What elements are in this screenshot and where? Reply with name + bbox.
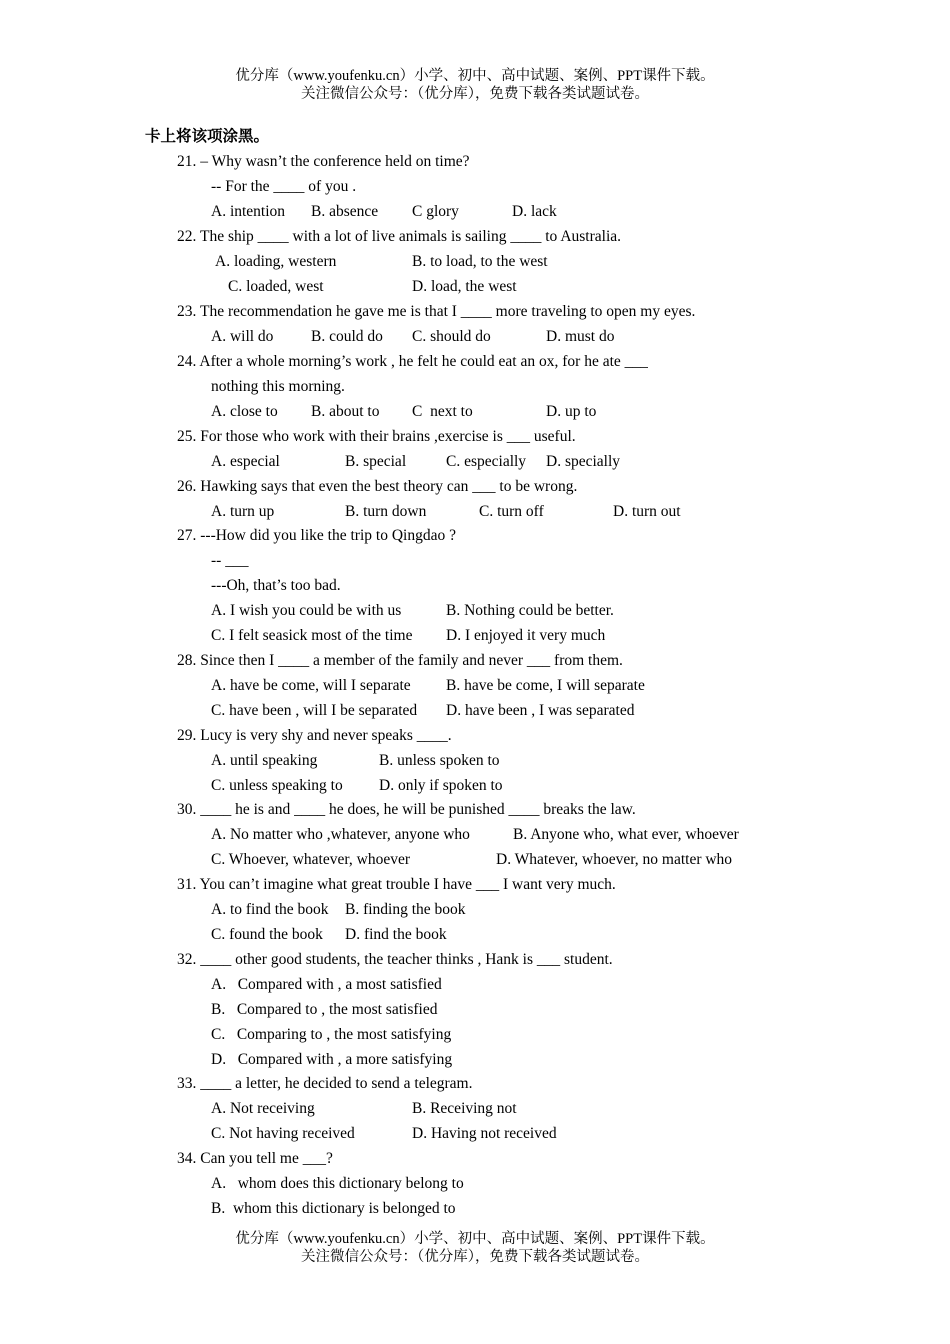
q34-stem: 34. Can you tell me ___? [177, 1150, 333, 1167]
q23-option-b: B. could do [311, 328, 383, 345]
q21-option-d: D. lack [512, 203, 557, 220]
q22-option-d: D. load, the west [412, 278, 517, 295]
page-footer-line-2: 关注微信公众号：（优分库），免费下载各类试题试卷。 [301, 1249, 649, 1265]
q24-option-c: C next to [412, 403, 473, 420]
q22-option-b: B. to load, to the west [412, 253, 548, 270]
q27-option-a: A. I wish you could be with us [211, 602, 402, 619]
q21-option-c: C glory [412, 203, 459, 220]
q27-stem-2: -- ___ [211, 552, 249, 569]
q31-option-d: D. find the book [345, 926, 447, 943]
q31-option-c: C. found the book [211, 926, 323, 943]
q23-option-c: C. should do [412, 328, 491, 345]
q30-option-a: A. No matter who ,whatever, anyone who [211, 826, 470, 843]
q33-option-b: B. Receiving not [412, 1100, 517, 1117]
q29-option-a: A. until speaking [211, 752, 318, 769]
q31-option-a: A. to find the book [211, 901, 329, 918]
q25-option-a: A. especial [211, 453, 280, 470]
q31-stem: 31. You can’t imagine what great trouble I have ___ I want very much. [177, 876, 616, 893]
q25-option-d: D. specially [546, 453, 621, 470]
q24-option-a: A. close to [211, 403, 278, 420]
q24-stem: 24. After a whole morning’s work , he felt he could eat an ox, for he ate ___ [177, 353, 648, 370]
q21-stem-2: -- For the ____ of you . [211, 178, 357, 195]
q29-stem: 29. Lucy is very shy and never speaks ____. [177, 727, 452, 744]
q26-stem: 26. Hawking says that even the best theory can ___ to be wrong. [177, 478, 578, 495]
q33-option-a: A. Not receiving [211, 1100, 315, 1117]
intro-text: 卡上将该项涂黑。 [145, 128, 270, 145]
q27-option-d: D. I enjoyed it very much [446, 627, 606, 644]
q33-option-c: C. Not having received [211, 1125, 355, 1142]
q33-option-d: D. Having not received [412, 1125, 557, 1142]
q22-option-a: A. loading, western [215, 253, 337, 270]
q28-option-d: D. have been , I was separated [446, 702, 635, 719]
q22-option-c: C. loaded, west [228, 278, 324, 295]
q28-option-b: B. have be come, I will separate [446, 677, 645, 694]
q27-option-c: C. I felt seasick most of the time [211, 627, 413, 644]
page-footer-line-1: 优分库（www.youfenku.cn）小学、初中、高中试题、案例、PPT课件下载。 [235, 1231, 715, 1247]
q27-stem-3: ---Oh, that’s too bad. [211, 577, 341, 594]
q24-option-b: B. about to [311, 403, 380, 420]
q32-option-b: B. Compared to , the most satisfied [211, 1001, 438, 1018]
q23-option-a: A. will do [211, 328, 274, 345]
q26-option-c: C. turn off [479, 503, 544, 520]
q32-option-a: A. Compared with , a most satisfied [211, 976, 442, 993]
q30-stem: 30. ____ he is and ____ he does, he will be punished ____ breaks the law. [177, 801, 636, 818]
q22-stem: 22. The ship ____ with a lot of live animals is sailing ____ to Australia. [177, 228, 622, 245]
q24-stem-2: nothing this morning. [211, 378, 345, 395]
q27-option-b: B. Nothing could be better. [446, 602, 614, 619]
q28-option-a: A. have be come, will I separate [211, 677, 411, 694]
q26-option-a: A. turn up [211, 503, 275, 520]
q31-option-b: B. finding the book [345, 901, 466, 918]
q34-option-b: B. whom this dictionary is belonged to [211, 1200, 456, 1217]
q21-option-b: B. absence [311, 203, 379, 220]
q25-option-b: B. special [345, 453, 407, 470]
q23-option-d: D. must do [546, 328, 615, 345]
q26-option-b: B. turn down [345, 503, 427, 520]
q32-stem: 32. ____ other good students, the teacher thinks , Hank is ___ student. [177, 951, 613, 968]
q33-stem: 33. ____ a letter, he decided to send a telegram. [177, 1075, 473, 1092]
q29-option-d: D. only if spoken to [379, 777, 503, 794]
q28-option-c: C. have been , will I be separated [211, 702, 418, 719]
q23-stem: 23. The recommendation he gave me is that I ____ more traveling to open my eyes. [177, 303, 696, 320]
q21-stem: 21. – Why wasn’t the conference held on time? [177, 153, 470, 170]
q30-option-b: B. Anyone who, what ever, whoever [513, 826, 739, 843]
page-header-line-2: 关注微信公众号：（优分库），免费下载各类试题试卷。 [301, 86, 649, 102]
q30-option-c: C. Whoever, whatever, whoever [211, 851, 411, 868]
q29-option-c: C. unless speaking to [211, 777, 343, 794]
q32-option-d: D. Compared with , a more satisfying [211, 1051, 453, 1068]
q25-option-c: C. especially [446, 453, 527, 470]
q30-option-d: D. Whatever, whoever, no matter who [496, 851, 733, 868]
q34-option-a: A. whom does this dictionary belong to [211, 1175, 464, 1192]
page-header-line-1: 优分库（www.youfenku.cn）小学、初中、高中试题、案例、PPT课件下载。 [235, 68, 715, 84]
q29-option-b: B. unless spoken to [379, 752, 500, 769]
q28-stem: 28. Since then I ____ a member of the family and never ___ from them. [177, 652, 623, 669]
q25-stem: 25. For those who work with their brains ,exercise is ___ useful. [177, 428, 576, 445]
q27-stem: 27. ---How did you like the trip to Qingdao ? [177, 527, 456, 544]
q21-option-a: A. intention [211, 203, 286, 220]
q26-option-d: D. turn out [613, 503, 681, 520]
q32-option-c: C. Comparing to , the most satisfying [211, 1026, 452, 1043]
q24-option-d: D. up to [546, 403, 597, 420]
